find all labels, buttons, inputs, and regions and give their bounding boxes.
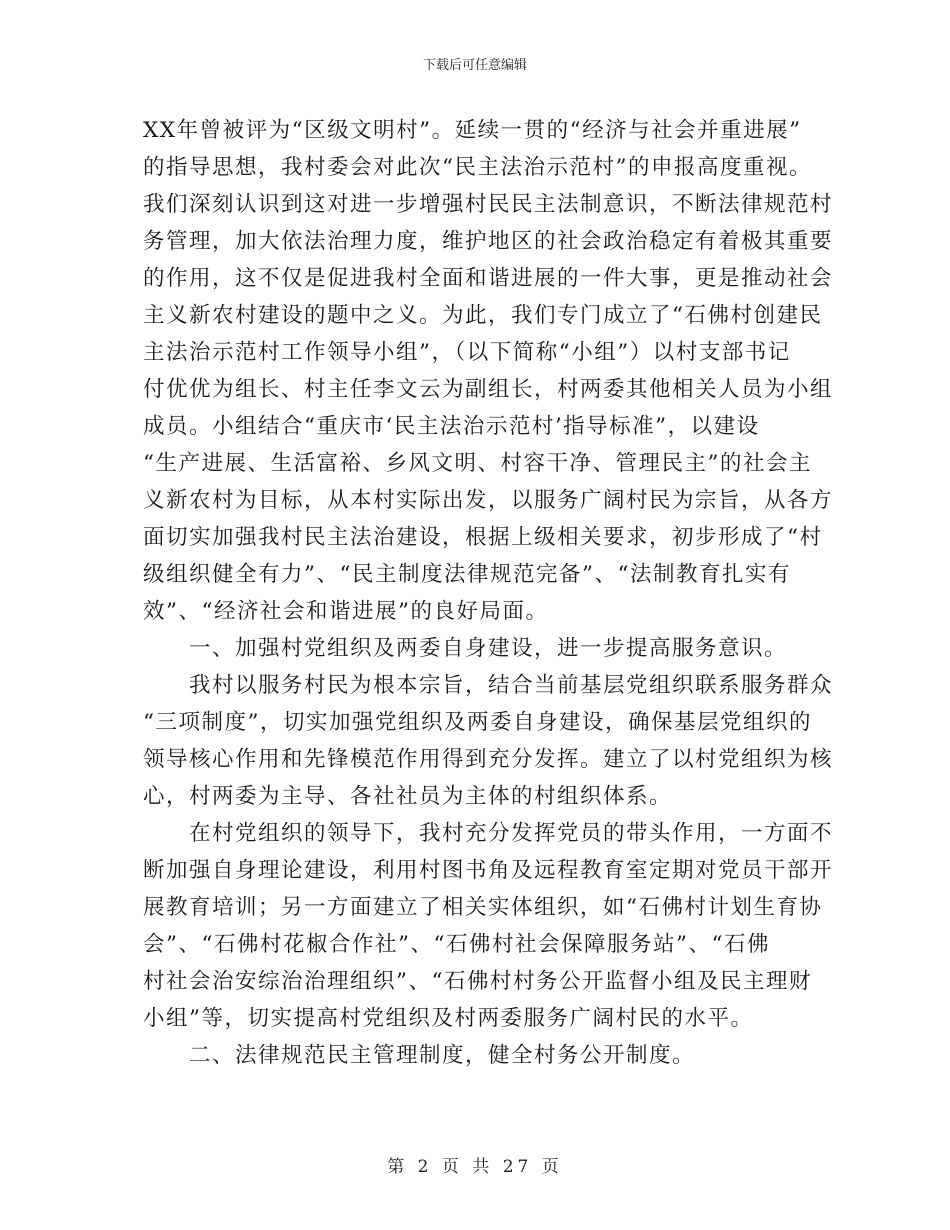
text-line: 效”、“经济社会和谐进展”的良好局面。 [143,599,549,624]
text-line: 心，村两委为主导、各社社员为主体的村组织体系。 [143,784,673,809]
text-line: 断加强自身理论建设，利用村图书角及远程教育室定期对党员干部开 [143,858,834,883]
text-line: 主义新农村建设的题中之义。为此，我们专门成立了“石佛村创建民 [143,303,823,328]
text-line: 义新农村为目标，从本村实际出发，以服务广阔村民为宗旨，从各方 [143,488,834,513]
text-line: 的指导思想，我村委会对此次“民主法治示范村”的申报高度重视。 [143,155,812,180]
text-line: 展教育培训；另一方面建立了相关实体组织，如“石佛村计划生育协 [143,895,823,920]
page-number-footer: 第 2 页 共 27 页 [387,1157,563,1177]
section-heading-1: 一、加强村党组织及两委自身建设，进一步提高服务意识。 [143,636,788,661]
text-line: 领导核心作用和先锋模范作用得到充分发挥。建立了以村党组织为核 [143,747,834,772]
section-heading-2: 二、法律规范民主管理制度，健全村务公开制度。 [143,1043,696,1068]
text-line: “三项制度”，切实加强党组织及两委自身建设，确保基层党组织的 [143,710,812,735]
page-header: 下载后可任意编辑 [422,58,527,73]
text-line: 主法治示范村工作领导小组”，（以下简称“小组”）以村支部书记 [143,340,791,365]
text-line: 务管理，加大依法治理力度，维护地区的社会政治稳定有着极其重要 [143,229,834,254]
document-body [143,112,834,1074]
text-line: 的作用，这不仅是促进我村全面和谐进展的一件大事，更是推动社会 [143,266,834,291]
text-line: 成员。小组结合“重庆市‘民主法治示范村’指导标准”，以建设 [143,414,760,439]
text-line: 我们深刻认识到这对进一步增强村民民主法制意识，不断法律规范村 [143,192,834,217]
text-line: 小组”等，切实提高村党组织及村两委服务广阔村民的水平。 [143,1006,754,1031]
text-line: 在村党组织的领导下，我村充分发挥党员的带头作用，一方面不 [143,821,834,846]
text-line: 级组织健全有力”、“民主制度法律规范完备”、“法制教育扎实有 [143,562,791,587]
text-line: 面切实加强我村民主法治建设，根据上级相关要求，初步形成了“村 [143,525,823,550]
text-line: 我村以服务村民为根本宗旨，结合当前基层党组织联系服务群众 [143,673,834,698]
text-line: 会”、“石佛村花椒合作社”、“石佛村社会保障服务站”、“石佛 [143,932,770,957]
text-line: 村社会治安综治治理组织”、“石佛村村务公开监督小组及民主理财 [143,969,812,994]
text-line: XX年曾被评为“区级文明村”。延续一贯的“经济与社会并重进展” [143,118,802,143]
text-line: 付优优为组长、村主任李文云为副组长，村两委其他相关人员为小组 [143,377,834,402]
text-line: “生产进展、生活富裕、乡风文明、村容干净、管理民主”的社会主 [143,451,812,476]
